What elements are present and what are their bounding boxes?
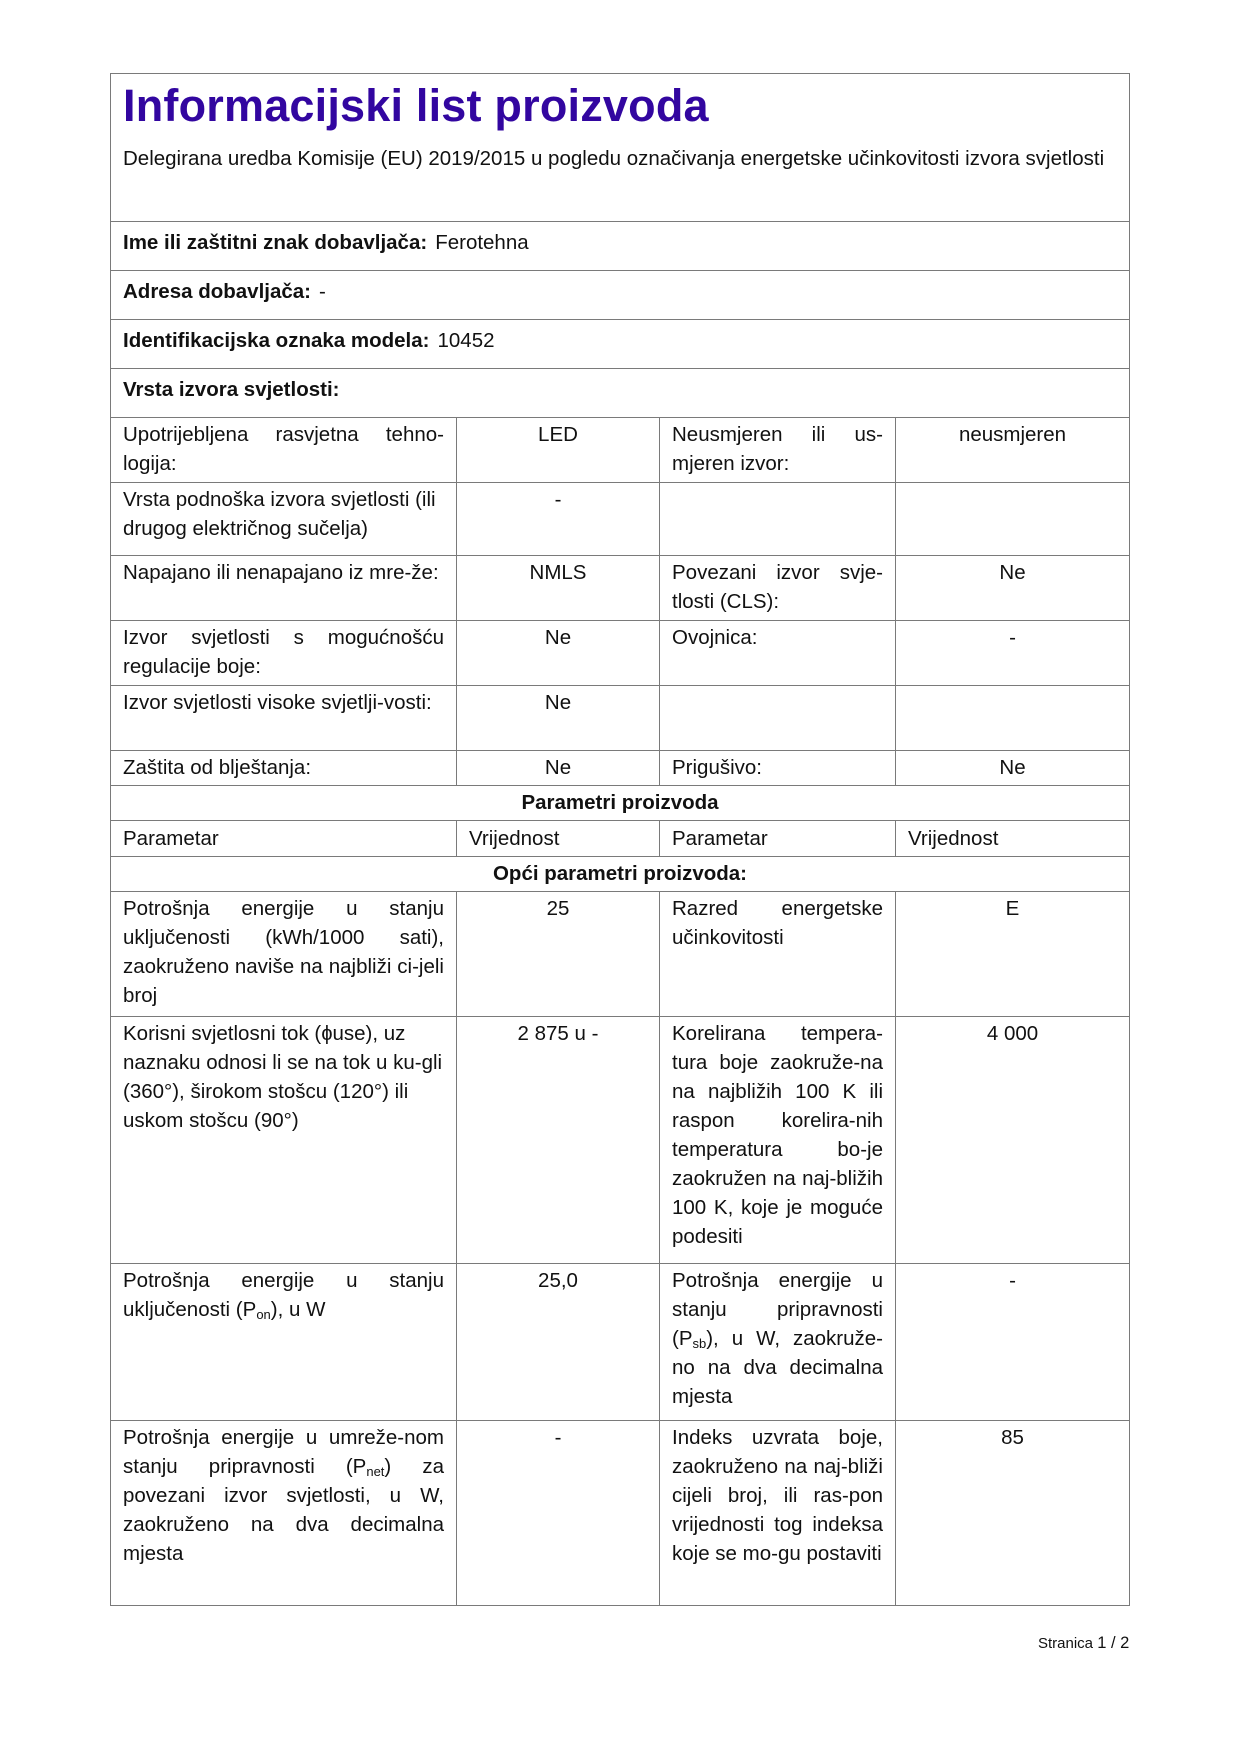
param-label-subscript: net	[366, 1464, 385, 1479]
table-row	[111, 892, 1130, 1017]
param-value: 2 875 u -	[457, 1017, 660, 1264]
product-information-sheet	[110, 73, 1129, 1606]
row-value: Ne	[896, 751, 1130, 786]
page-footer	[1038, 1634, 1129, 1653]
param-label-text: ), u W, zaokruže-no na dva decimalna mjesta	[672, 1327, 883, 1408]
supplier-name-row	[111, 222, 1130, 271]
model-id-label: Identifikacijska oznaka modela:	[123, 329, 430, 352]
param-label-text: ) za povezani izvor svjetlosti, u W, zaokruženo na dva decimalna mjesta	[123, 1455, 444, 1565]
row-label	[660, 686, 896, 751]
row-value: Ne	[457, 686, 660, 751]
regulation-subtitle: Delegirana uredba Komisije (EU) 2019/2015 u pogledu označivanja energetske učinkovitosti izvora svjetlosti	[123, 147, 1105, 170]
param-label: Razred energetske učinkovitosti	[660, 892, 896, 1017]
row-label: Prigušivo:	[660, 751, 896, 786]
param-label: Korelirana tempera-tura boje zaokruže-na na najbližih 100 K ili raspon korelira-nih temperatura bo-je zaokružen na naj-bližih 100 K, koje je moguće podesiti	[660, 1017, 896, 1264]
table-row	[111, 556, 1130, 621]
row-label: Napajano ili nenapajano iz mre-že:	[111, 556, 457, 621]
row-value: NMLS	[457, 556, 660, 621]
column-header: Vrijednost	[457, 821, 660, 857]
row-value: Ne	[457, 621, 660, 686]
table-row	[111, 1264, 1130, 1421]
column-header: Vrijednost	[896, 821, 1130, 857]
title-row	[111, 74, 1130, 222]
table-row	[111, 1017, 1130, 1264]
row-value: Ne	[457, 751, 660, 786]
column-header: Parametar	[660, 821, 896, 857]
supplier-name-value: Ferotehna	[435, 231, 529, 254]
row-value: LED	[457, 418, 660, 483]
row-value: Ne	[896, 556, 1130, 621]
table-row	[111, 483, 1130, 556]
row-label: Vrsta podnoška izvora svjetlosti (ili drugog električnog sučelja)	[111, 483, 457, 556]
row-label: Izvor svjetlosti visoke svjetlji-vosti:	[111, 686, 457, 751]
param-label	[111, 1421, 457, 1606]
param-label	[660, 1264, 896, 1421]
parameters-section-title: Parametri proizvoda	[111, 786, 1130, 821]
row-label: Ovojnica:	[660, 621, 896, 686]
param-label: Potrošnja energije u stanju uključenosti (kWh/1000 sati), zaokruženo naviše na najbliži ci-jeli broj	[111, 892, 457, 1017]
supplier-address-label: Adresa dobavljača:	[123, 280, 311, 303]
general-parameters-title: Opći parametri proizvoda:	[111, 857, 1130, 892]
page-label: Stranica	[1038, 1635, 1094, 1652]
row-label: Zaštita od blještanja:	[111, 751, 457, 786]
info-table	[110, 73, 1130, 1606]
row-value: neusmjeren	[896, 418, 1130, 483]
row-label: Neusmjeren ili us-mjeren izvor:	[660, 418, 896, 483]
light-source-type-row	[111, 369, 1130, 418]
row-value	[896, 686, 1130, 751]
model-id-row	[111, 320, 1130, 369]
param-label-text: Potrošnja energije u stanju uključenosti (P	[123, 1269, 444, 1321]
param-label: Korisni svjetlosni tok (ɸuse), uz naznaku odnosi li se na tok u ku-gli (360°), širokom stošcu (120°) ili uskom stošcu (90°)	[111, 1017, 457, 1264]
supplier-name-label: Ime ili zaštitni znak dobavljača:	[123, 231, 428, 254]
row-label: Povezani izvor svje-tlosti (CLS):	[660, 556, 896, 621]
title-cell	[111, 74, 1130, 222]
param-value: 4 000	[896, 1017, 1130, 1264]
table-row	[111, 686, 1130, 751]
row-label	[660, 483, 896, 556]
row-label: Izvor svjetlosti s mogućnošću regulacije boje:	[111, 621, 457, 686]
param-label-subscript: on	[256, 1307, 271, 1322]
param-label-text: Potrošnja energije u stanju pripravnosti (P	[672, 1269, 883, 1350]
light-source-type-label: Vrsta izvora svjetlosti:	[123, 378, 340, 401]
parameters-header-row	[111, 821, 1130, 857]
page-title: Informacijski list proizvoda	[123, 80, 709, 131]
general-parameters-row	[111, 857, 1130, 892]
table-row	[111, 1421, 1130, 1606]
table-row	[111, 418, 1130, 483]
parameters-section-row	[111, 786, 1130, 821]
param-value: -	[896, 1264, 1130, 1421]
param-value: -	[457, 1421, 660, 1606]
row-value	[896, 483, 1130, 556]
param-label-text: Potrošnja energije u umreže-nom stanju pripravnosti (P	[123, 1426, 444, 1478]
row-label: Upotrijebljena rasvjetna tehno-logija:	[111, 418, 457, 483]
row-value: -	[457, 483, 660, 556]
param-label	[111, 1264, 457, 1421]
supplier-address-row	[111, 271, 1130, 320]
param-value: E	[896, 892, 1130, 1017]
supplier-address-value: -	[319, 280, 326, 303]
param-label-subscript: sb	[692, 1336, 707, 1351]
column-header: Parametar	[111, 821, 457, 857]
param-value: 25,0	[457, 1264, 660, 1421]
param-label: Indeks uzvrata boje, zaokruženo na naj-bliži cijeli broj, ili ras-pon vrijednosti tog indeksa koje se mo-gu postaviti	[660, 1421, 896, 1606]
table-row	[111, 621, 1130, 686]
model-id-value: 10452	[437, 329, 495, 352]
param-label-text: ), u W	[270, 1298, 326, 1321]
param-value: 25	[457, 892, 660, 1017]
page-number: 1 / 2	[1097, 1634, 1130, 1652]
table-row	[111, 751, 1130, 786]
row-value: -	[896, 621, 1130, 686]
param-value: 85	[896, 1421, 1130, 1606]
